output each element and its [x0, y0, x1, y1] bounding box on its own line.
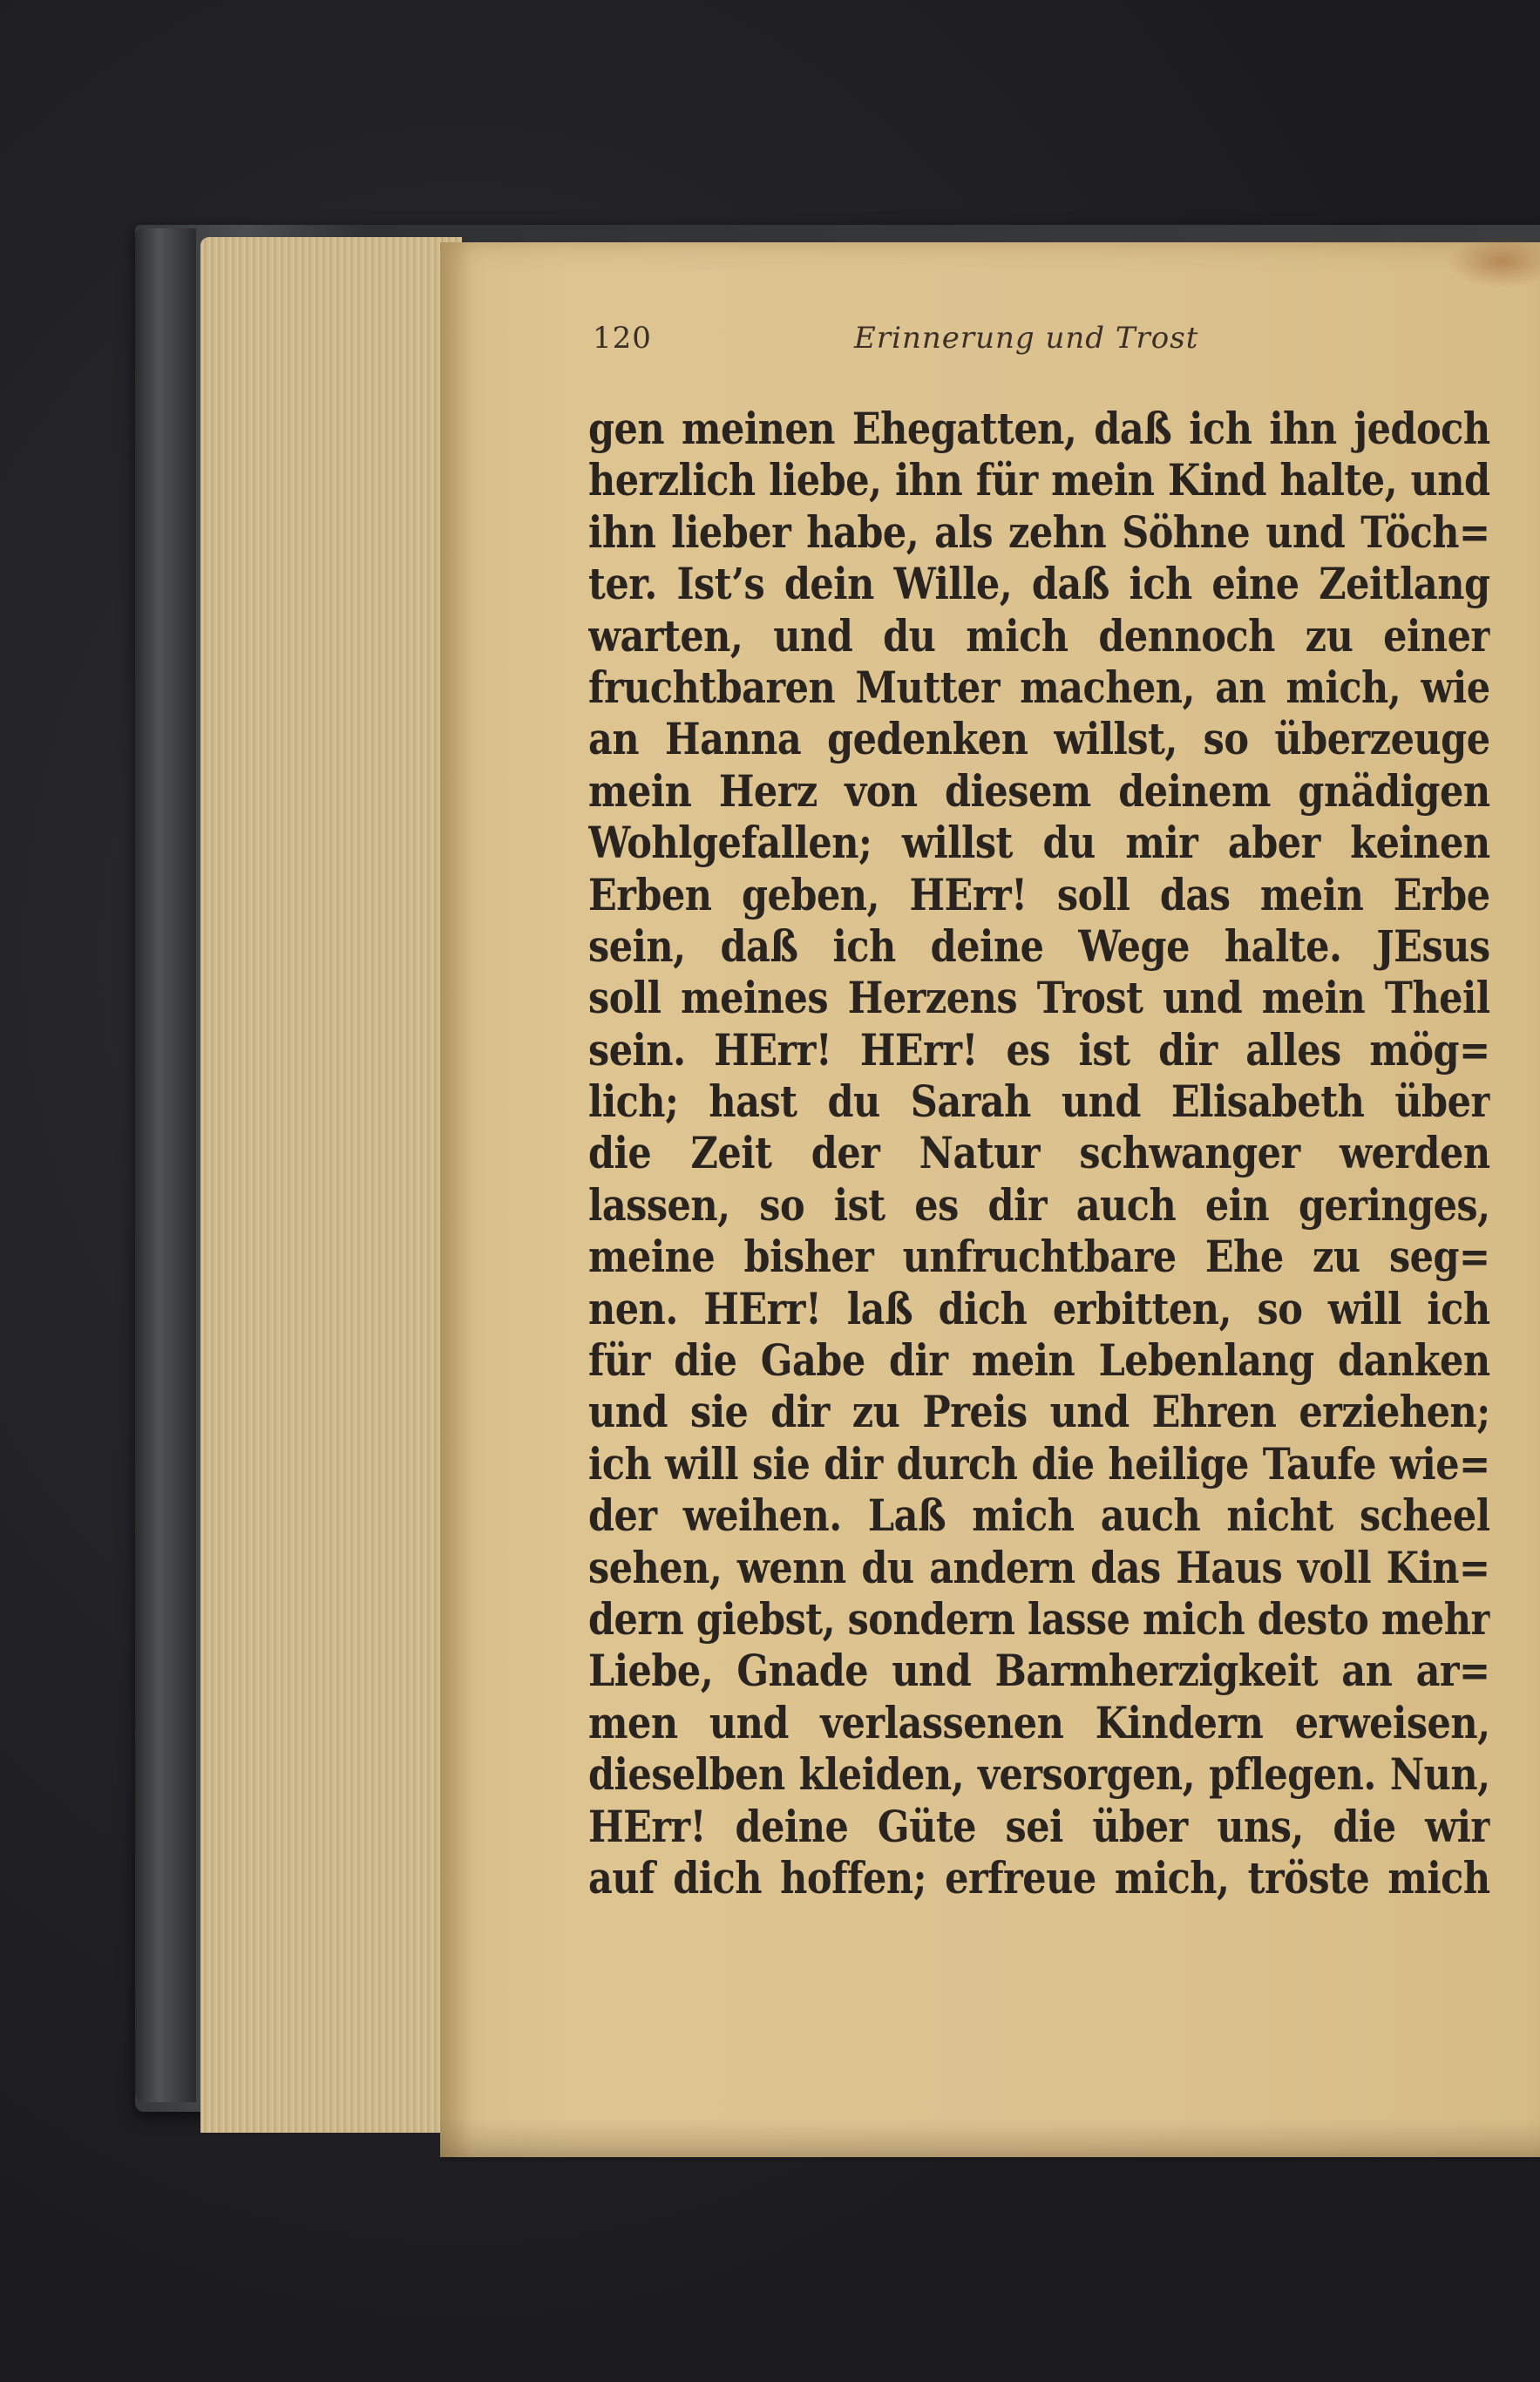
- text-line: und sie dir zu Preis und Ehren erziehen;: [588, 1386, 1490, 1438]
- text-line: dern giebst, sondern lasse mich desto mehr: [588, 1592, 1490, 1645]
- page-edges: [200, 237, 462, 2133]
- text-line: warten, und du mich dennoch zu einer: [588, 609, 1490, 662]
- text-line: lassen, so ist es dir auch ein geringes,: [588, 1178, 1490, 1231]
- text-line: herzlich liebe, ihn für mein Kind halte, und: [588, 454, 1490, 506]
- text-line: meine bisher unfruchtbare Ehe zu seg=: [588, 1231, 1490, 1283]
- body-text: [588, 403, 1490, 1904]
- running-title: Erinnerung und Trost: [854, 321, 1199, 356]
- text-line: auf dich hoffen; erfreue mich, tröste mich: [588, 1851, 1490, 1904]
- page-header: [593, 321, 1482, 364]
- text-line: an Hanna gedenken willst, so überzeuge: [588, 713, 1490, 765]
- text-line: die Zeit der Natur schwanger werden: [588, 1127, 1490, 1179]
- book-cover-edge: [135, 228, 196, 2102]
- text-line: ter. Ist’s dein Wille, daß ich eine Zeitlang: [588, 558, 1490, 610]
- text-line: Liebe, Gnade und Barmherzigkeit an ar=: [588, 1645, 1490, 1697]
- text-line: lich; hast du Sarah und Elisabeth über: [588, 1076, 1490, 1128]
- text-line: Erben geben, HErr! soll das mein Erbe: [588, 868, 1490, 920]
- page-number: 120: [593, 321, 652, 356]
- text-line: sein, daß ich deine Wege halte. JEsus: [588, 920, 1490, 972]
- text-line: men und verlassenen Kindern erweisen,: [588, 1696, 1490, 1748]
- text-line: Wohlgefallen; willst du mir aber keinen: [588, 817, 1490, 869]
- text-line: ich will sie dir durch die heilige Taufe wie=: [588, 1437, 1490, 1490]
- text-line: sehen, wenn du andern das Haus voll Kin=: [588, 1541, 1490, 1593]
- text-line: mein Herz von diesem deinem gnädigen: [588, 764, 1490, 817]
- text-line: sein. HErr! HErr! es ist dir alles mög=: [588, 1023, 1490, 1076]
- text-line: der weihen. Laß mich auch nicht scheel: [588, 1490, 1490, 1542]
- text-line: ihn lieber habe, als zehn Söhne und Töch=: [588, 506, 1490, 558]
- text-line: soll meines Herzens Trost und mein Theil: [588, 972, 1490, 1024]
- text-line: gen meinen Ehegatten, daß ich ihn jedoch: [588, 403, 1490, 454]
- text-line: dieselben kleiden, versorgen, pflegen. Nun,: [588, 1748, 1490, 1801]
- text-line: für die Gabe dir mein Lebenlang danken: [588, 1334, 1490, 1387]
- page-stain: [1447, 235, 1540, 288]
- text-line: HErr! deine Güte sei über uns, die wir: [588, 1800, 1490, 1852]
- text-line: fruchtbaren Mutter machen, an mich, wie: [588, 661, 1490, 713]
- page-bottom-shadow: [440, 2118, 1540, 2161]
- text-line: nen. HErr! laß dich erbitten, so will ich: [588, 1282, 1490, 1334]
